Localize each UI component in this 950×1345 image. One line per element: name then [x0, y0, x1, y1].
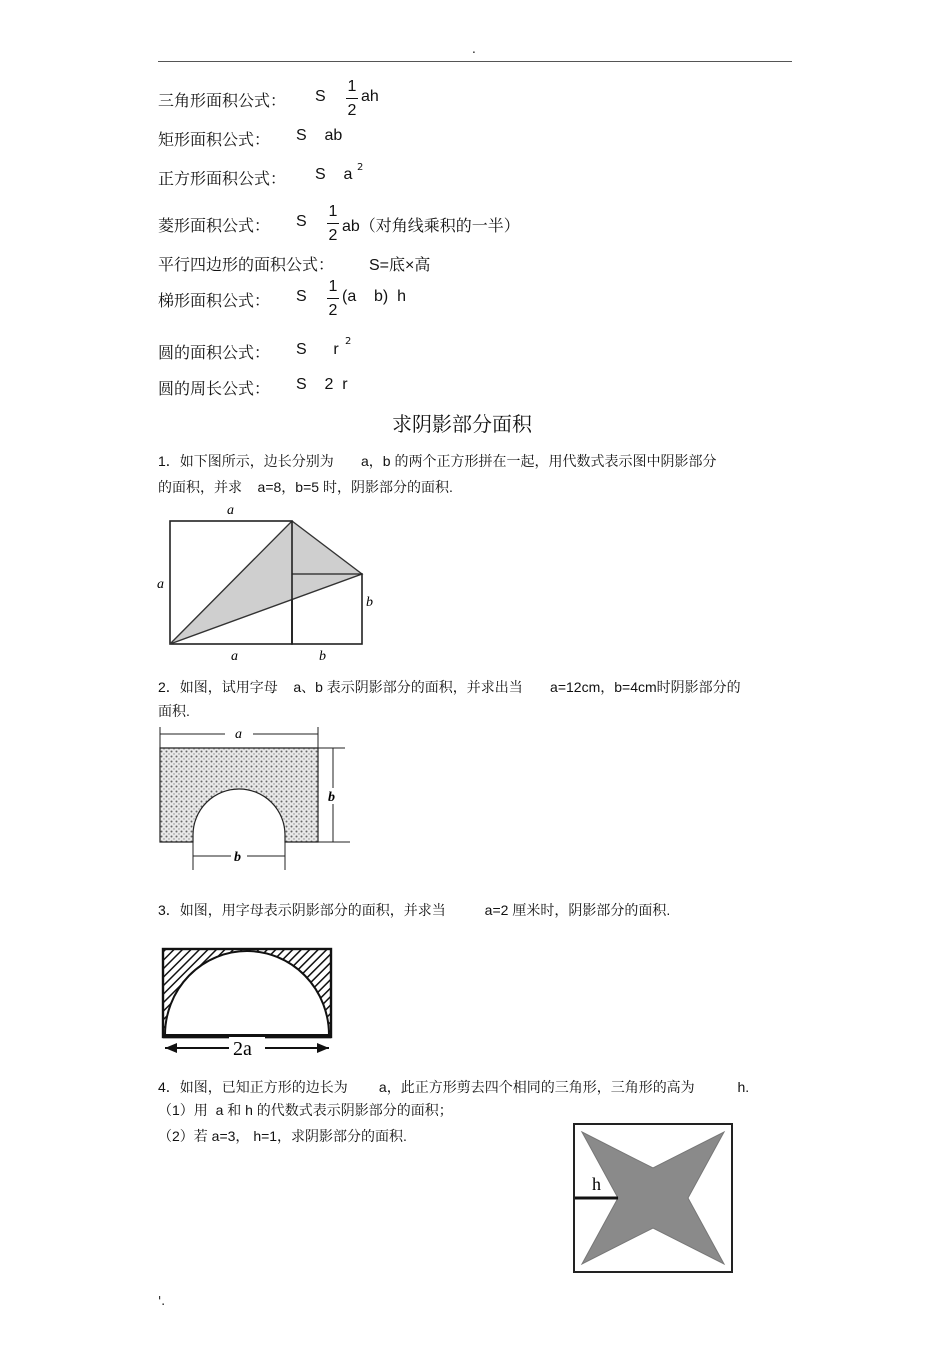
question-3-line-1: 3．如图，用字母表示阴影部分的面积，并求当 a=2 厘米时，阴影部分的面积.: [158, 902, 671, 918]
formula-triangle-s: S: [315, 88, 326, 105]
section-title: 求阴影部分面积: [392, 412, 532, 436]
formula-rectangle-expr: S ab: [296, 127, 343, 144]
formula-circumference-label: 圆的周长公式：: [158, 379, 271, 398]
formula-trapezoid-numerator: 1: [328, 278, 338, 295]
fraction-bar: [327, 298, 339, 299]
header-dot: .: [472, 42, 476, 56]
header-rule: [158, 61, 792, 62]
figure-1-two-squares: [155, 500, 385, 668]
formula-rhombus-s: S: [296, 213, 307, 230]
question-1-line-2: 的面积，并求 a=8，b=5 时，阴影部分的面积.: [158, 479, 453, 495]
formula-triangle-numerator: 1: [347, 78, 357, 95]
fig2-label-right: b: [328, 790, 335, 805]
fig3-label-bottom: 2a: [233, 1038, 252, 1060]
formula-triangle-label: 三角形面积公式：: [158, 91, 287, 110]
formula-trapezoid-s: S: [296, 288, 307, 305]
fraction-bar: [346, 98, 358, 99]
fig1-label-bottom-b: b: [319, 649, 326, 664]
figure-2-rectangle-semicircle: [155, 720, 355, 875]
arrow-left-icon: [165, 1043, 177, 1053]
question-2-line-2: 面积.: [158, 703, 190, 719]
question-4-line-1: 4．如图，已知正方形的边长为 a，此正方形剪去四个相同的三角形，三角形的高为 h.: [158, 1079, 750, 1095]
formula-circumference-expr: S 2 r: [296, 376, 348, 393]
formula-square-label: 正方形面积公式：: [158, 169, 287, 188]
formula-circle-area-exponent: 2: [345, 336, 352, 347]
formula-trapezoid-tail: (a b) h: [342, 288, 407, 305]
figure-3-rectangle-semicircle: [155, 942, 340, 1070]
question-4-line-3: （2）若 a=3， h=1，求阴影部分的面积.: [158, 1128, 407, 1144]
formula-triangle-denominator: 2: [347, 102, 357, 119]
fig2-label-top: a: [235, 727, 242, 742]
fig1-label-left: a: [157, 577, 164, 592]
formula-rhombus-tail: ab（对角线乘积的一半）: [342, 218, 520, 235]
formula-rhombus-numerator: 1: [328, 203, 338, 220]
formula-parallelogram-label: 平行四边形的面积公式：: [158, 255, 335, 274]
question-2-line-1: 2．如图，试用字母 a、b 表示阴影部分的面积，并求出当 a=12cm，b=4cm时阴影部分的: [158, 679, 741, 695]
fig4-label-h: h: [592, 1174, 601, 1194]
formula-trapezoid-label: 梯形面积公式：: [158, 291, 271, 310]
fig2-label-bottom: b: [234, 850, 241, 865]
formula-parallelogram-expr: S=底×高: [369, 257, 431, 274]
fig1-label-bottom-a: a: [231, 649, 238, 664]
arrow-right-icon: [317, 1043, 329, 1053]
formula-square-expr: S a: [315, 166, 353, 183]
figure-4-star-square: [570, 1120, 736, 1276]
formula-rectangle-label: 矩形面积公式：: [158, 130, 271, 149]
question-4-line-2: （1）用 a 和 h 的代数式表示阴影部分的面积；: [158, 1102, 453, 1118]
formula-square-exponent: 2: [357, 162, 364, 173]
formula-rhombus-label: 菱形面积公式：: [158, 216, 271, 235]
formula-rhombus-denominator: 2: [328, 227, 338, 244]
fraction-bar: [327, 223, 339, 224]
fig1-label-right: b: [366, 595, 373, 610]
footer-mark: '.: [158, 1294, 166, 1308]
formula-circle-area-expr: S r: [296, 341, 339, 358]
formula-triangle-tail: ah: [361, 88, 379, 105]
formula-trapezoid-denominator: 2: [328, 302, 338, 319]
fig1-label-top: a: [227, 503, 234, 518]
shaded-region: [160, 748, 318, 842]
shaded-triangle: [170, 521, 362, 644]
question-1-line-1: 1．如下图所示，边长分别为 a，b 的两个正方形拼在一起，用代数式表示图中阴影部分: [158, 453, 717, 469]
formula-circle-area-label: 圆的面积公式：: [158, 343, 271, 362]
